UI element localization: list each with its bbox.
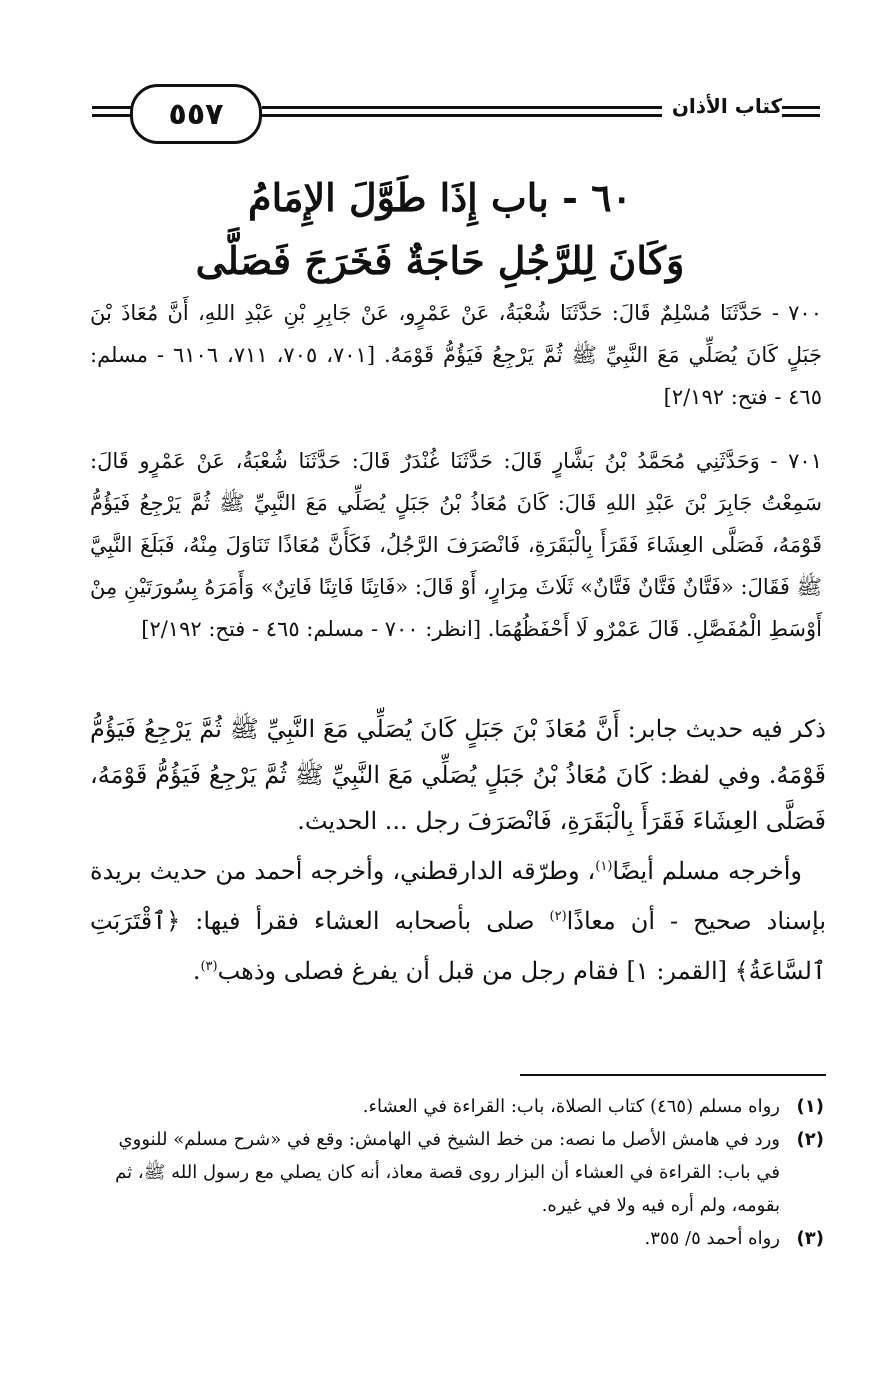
footnote-text: ورد في هامش الأصل ما نصه: من خط الشيخ في الهامش: وقع في «شرح مسلم» للنووي في باب: القراءة في العشاء أن البزار روى قصة معاذ، أنه كان يصلي مع رسول الله ﷺ، ثم بقومه، ولم أره فيه ولا في غيره. [115,1129,780,1216]
running-header [92,84,820,140]
footnote-text: رواه مسلم (٤٦٥) كتاب الصلاة، باب: القراءة في العشاء. [362,1096,780,1117]
book-title: كتاب الأذان [671,94,783,118]
header-right-rule-bottom [782,114,820,117]
footnote-ref-3[interactable]: (٣) [200,959,218,974]
footnote-ref-2[interactable]: (٢) [549,909,567,924]
footnote-text: رواه أحمد ٥/ ٣٥٥. [644,1228,780,1249]
footnote-3 [94,1222,824,1255]
hadith-700: ٧٠٠ - حَدَّثَنَا مُسْلِمٌ قَالَ: حَدَّثَنَا شُعْبَةُ، عَنْ عَمْرٍو، عَنْ جَابِرِ بْنِ عَبْدِ اللهِ، أَنَّ مُعَاذَ بْنَ جَبَلٍ كَانَ يُصَلِّي مَعَ النَّبِيِّ ﷺ ثُمَّ يَرْجِعُ فَيَؤُمُّ قَوْمَهُ. [٧٠١، ٧٠٥، ٧١١، ٦١٠٦ - مسلم: ٤٦٥ - فتح: ٢/١٩٢] [90,301,823,409]
header-middle-rule-top [262,106,662,109]
commentary-text-d: . [192,957,201,985]
footnote-number: (٣) [796,1228,824,1249]
commentary-text-b: ، وطرّقه الدارقطني، وأخرجه أحمد من حديث بريدة بإسناد صحيح - أن معاذًا [90,857,826,935]
header-middle-rule-bottom [262,114,662,117]
commentary-text-a: وأخرجه مسلم أيضًا [612,857,803,885]
footnote-separator [520,1074,826,1076]
chapter-heading [80,168,800,294]
commentary-text-c: صلى بأصحابه العشاء فقرأ فيها: ﴿ٱقْتَرَبَتِ ٱلسَّاعَةُ﴾ [القمر: ١] فقام رجل من قبل أن يفرغ فصلى وذهب [90,907,826,985]
footnote-2 [94,1123,824,1222]
header-left-rule-bottom [92,114,132,117]
chapter-title-line-1: ٦٠ - باب إِذَا طَوَّلَ الإِمَامُ [248,175,632,220]
footnote-ref-1[interactable]: (١) [595,859,613,874]
commentary [90,706,826,994]
footnote-number: (٢) [796,1129,824,1150]
page-number-badge: ٥٥٧ [130,84,262,144]
footnote-number: (١) [796,1096,824,1117]
commentary-paragraph-2 [90,844,826,994]
header-right-rule-top [782,106,820,109]
footnote-1 [94,1090,824,1123]
hadith-701: ٧٠١ - وَحَدَّثَنِي مُحَمَّدُ بْنُ بَشَّارٍ قَالَ: حَدَّثَنَا غُنْدَرٌ قَالَ: حَدَّثَنَا شُعْبَةُ، عَنْ عَمْرٍو قَالَ: سَمِعْتُ جَابِرَ بْنَ عَبْدِ اللهِ قَالَ: كَانَ مُعَاذُ بْنُ جَبَلٍ يُصَلِّي مَعَ النَّبِيِّ ﷺ ثُمَّ يَرْجِعُ فَيَؤُمُّ قَوْمَهُ، فَصَلَّى العِشَاءَ فَقَرَأَ بِالْبَقَرَةِ، فَانْصَرَفَ الرَّجُلُ، فَكَأَنَّ مُعَاذًا تَنَاوَلَ مِنْهُ، فَبَلَغَ النَّبِيَّ ﷺ فَقَالَ: «فَتَّانٌ فَتَّانٌ فَتَّانٌ» ثَلَاثَ مِرَارٍ، أَوْ قَالَ: «فَاتِنًا فَاتِنًا فَاتِنٌ» وَأَمَرَهُ بِسُورَتَيْنِ مِنْ أَوْسَطِ الْمُفَصَّلِ. قَالَ عَمْرٌو لَا أَحْفَظُهُمَا. [انظر: ٧٠٠ - مسلم: ٤٦٥ - فتح: ٢/١٩٢] [90,449,822,641]
header-left-rule-top [92,106,132,109]
commentary-paragraph-1: ذكر فيه حديث جابر: أَنَّ مُعَاذَ بْنَ جَبَلٍ كَانَ يُصَلِّي مَعَ النَّبِيِّ ﷺ ثُمَّ يَرْجِعُ فَيَؤُمُّ قَوْمَهُ. وفي لفظ: كَانَ مُعَاذُ بْنُ جَبَلٍ يُصَلِّي مَعَ النَّبِيِّ ﷺ ثُمَّ يَرْجِعُ فَيَؤُمُّ قَوْمَهُ، فَصَلَّى العِشَاءَ فَقَرَأَ بِالْبَقَرَةِ، فَانْصَرَفَ رجل ... الحديث. [90,715,826,835]
footnotes [94,1090,824,1255]
chapter-title-line-2: وَكَانَ لِلرَّجُلِ حَاجَةٌ فَخَرَجَ فَصَلَّى [195,238,685,283]
